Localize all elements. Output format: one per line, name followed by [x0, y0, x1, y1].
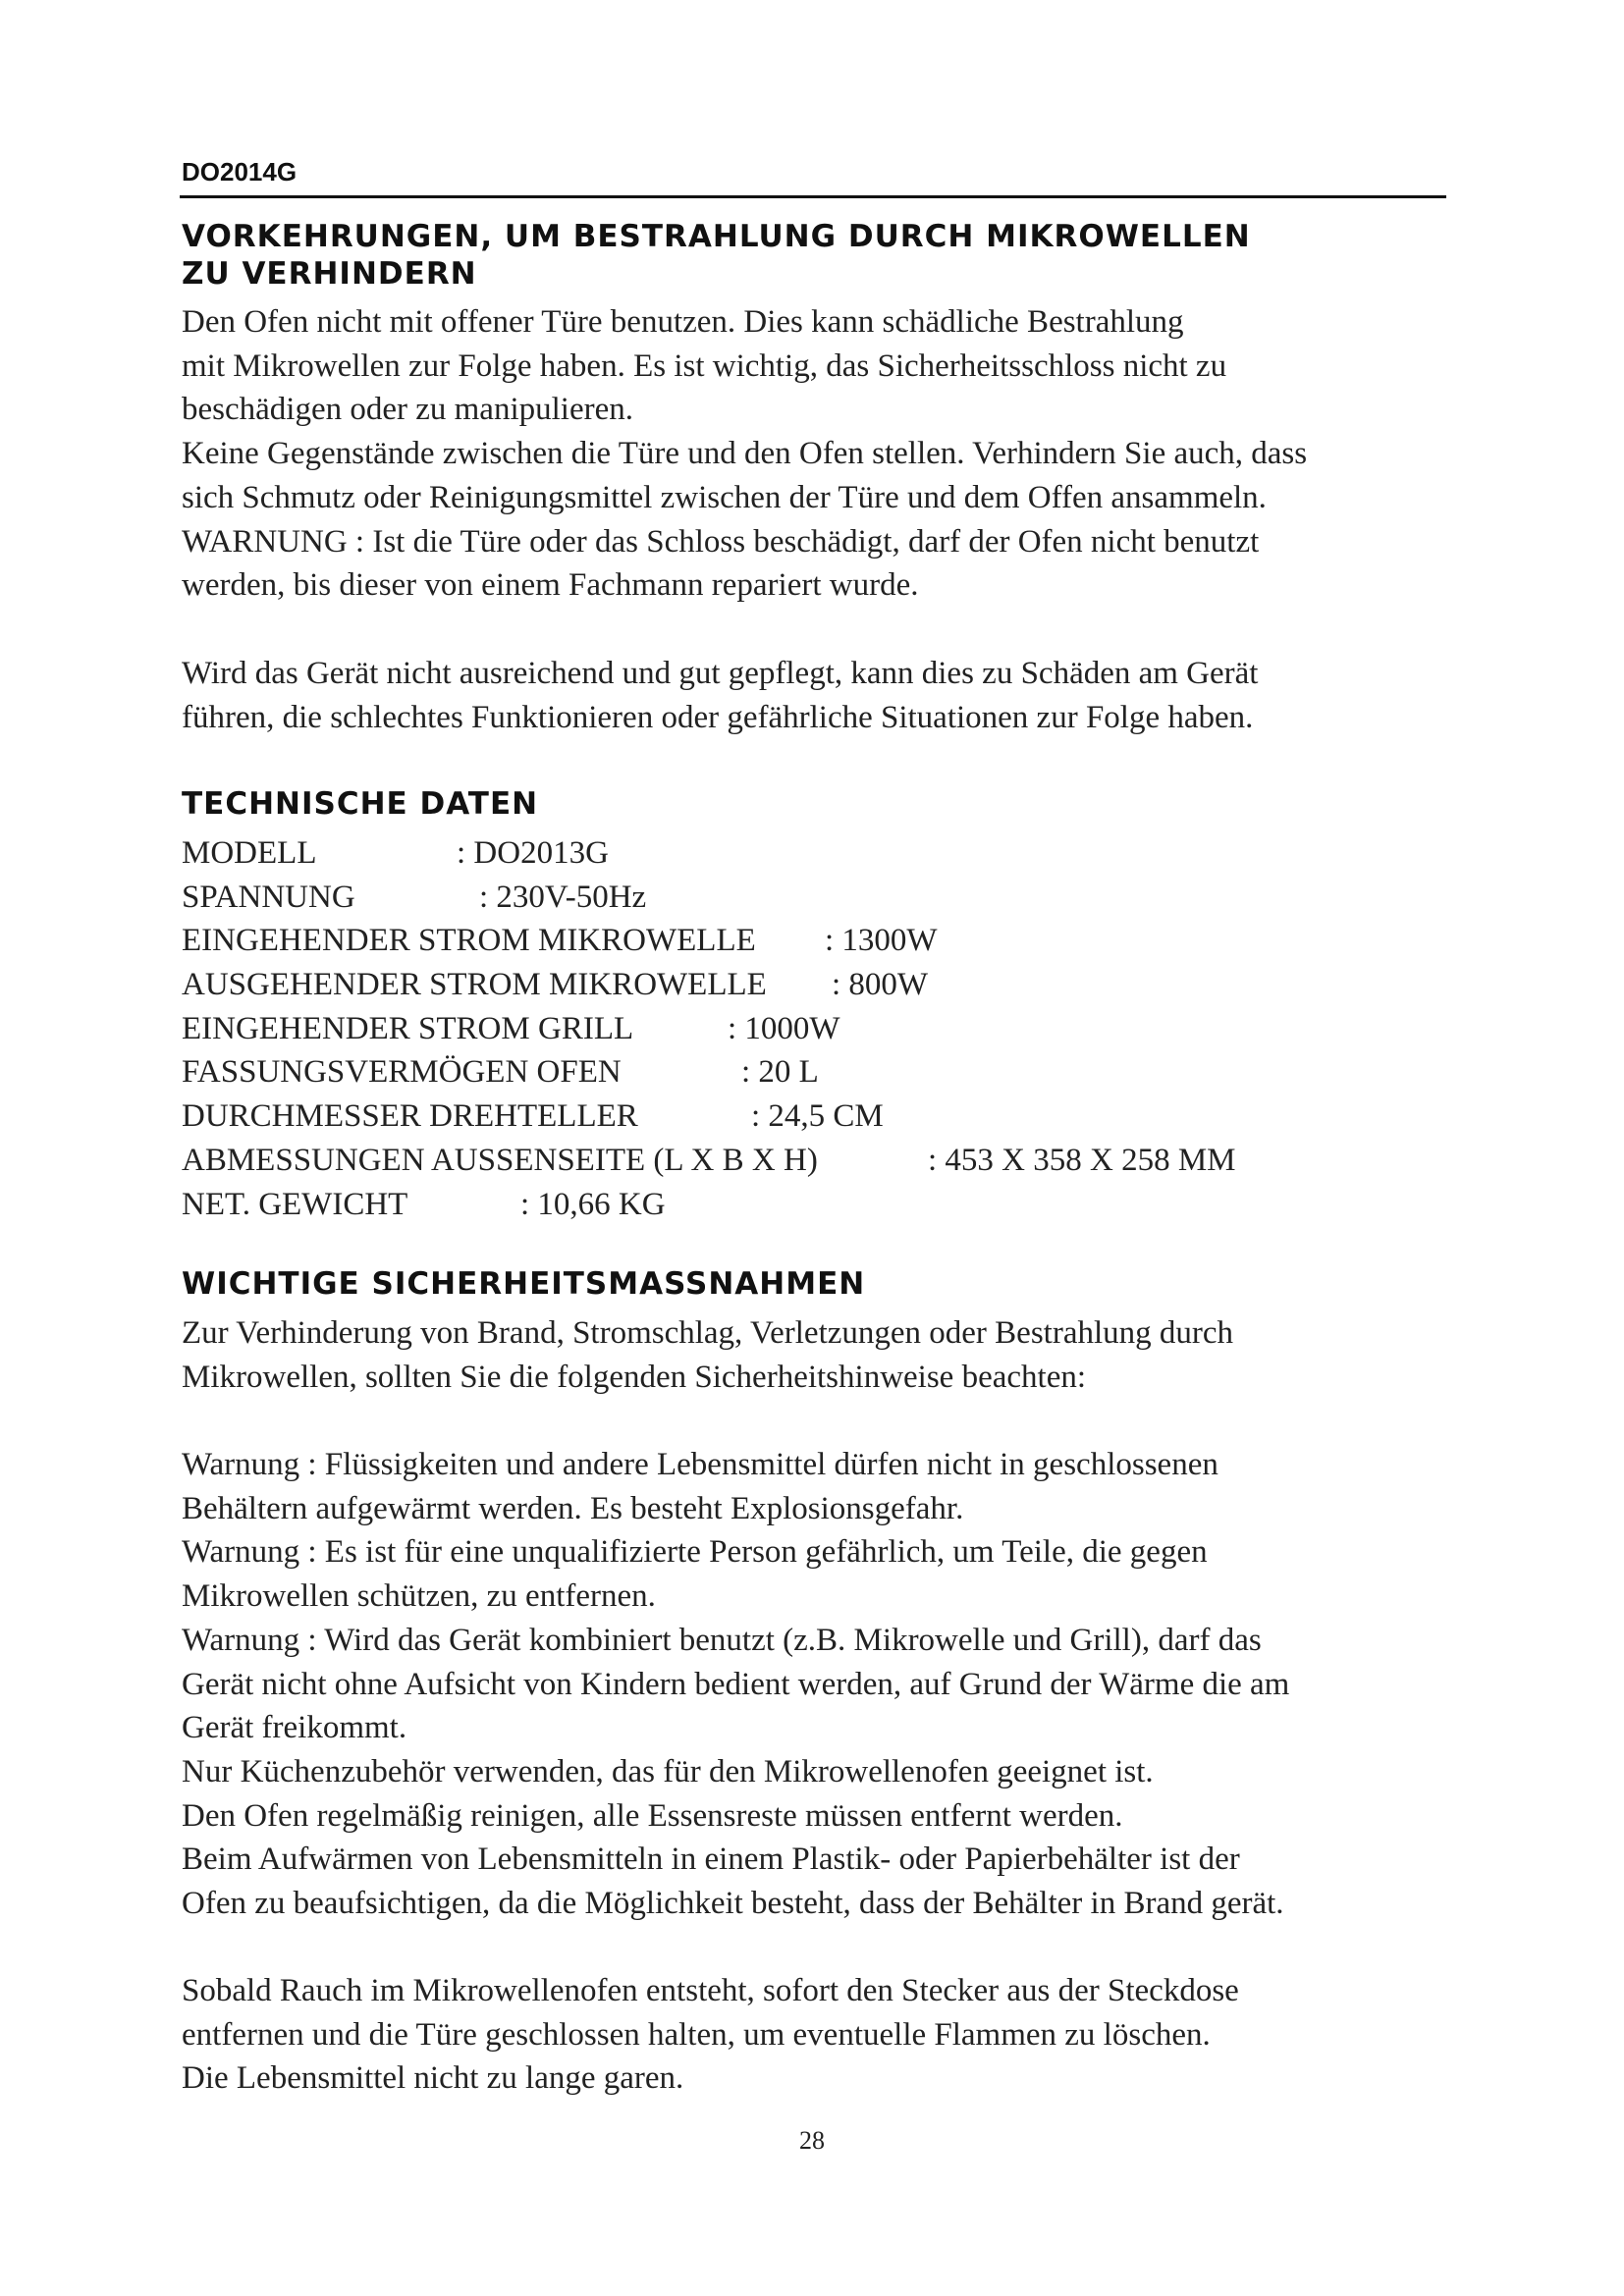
- spec-value: : DO2013G: [457, 835, 609, 871]
- spec-value: : 20 L: [741, 1054, 819, 1091]
- text-line: Warnung : Wird das Gerät kombiniert benutzt (z.B. Mikrowelle und Grill), darf das: [182, 1622, 1262, 1658]
- text-line: Mikrowellen, sollten Sie die folgenden Sicherheitshinweise beachten:: [182, 1359, 1087, 1395]
- safety-intro: [182, 1311, 1458, 1399]
- smoke-paragraph: [182, 1969, 1458, 2101]
- text-line: Den Ofen regelmäßig reinigen, alle Essensreste müssen entfernt werden.: [182, 1797, 1123, 1834]
- text-line: Ofen zu beaufsichtigen, da die Möglichkeit besteht, dass der Behälter in Brand gerät.: [182, 1886, 1284, 1922]
- spec-label: SPANNUNG: [182, 879, 355, 915]
- text-line: werden, bis dieser von einem Fachmann repariert wurde.: [182, 567, 919, 604]
- section-heading-safety: WICHTIGE SICHERHEITSMASSNAHMEN: [182, 1266, 866, 1302]
- spec-value: : 1300W: [825, 923, 938, 959]
- spec-value: : 800W: [832, 967, 929, 1003]
- radiation-paragraph: [182, 300, 1458, 608]
- text-line: Zur Verhinderung von Brand, Stromschlag, Verletzungen oder Bestrahlung durch: [182, 1315, 1234, 1351]
- spec-label: AUSGEHENDER STROM MIKROWELLE: [182, 967, 767, 1003]
- spec-label: FASSUNGSVERMÖGEN OFEN: [182, 1054, 622, 1091]
- text-line: Gerät freikommt.: [182, 1710, 407, 1746]
- text-line: Beim Aufwärmen von Lebensmitteln in einem Plastik- oder Papierbehälter ist der: [182, 1842, 1240, 1878]
- text-line: Behältern aufgewärmt werden. Es besteht Explosionsgefahr.: [182, 1490, 964, 1526]
- text-line: WARNUNG : Ist die Türe oder das Schloss beschädigt, darf der Ofen nicht benutzt: [182, 523, 1260, 560]
- safety-warnings: [182, 1443, 1458, 1926]
- text-line: Sobald Rauch im Mikrowellenofen entsteht, sofort den Stecker aus der Steckdose: [182, 1973, 1239, 2008]
- spec-value: : 24,5 CM: [751, 1098, 884, 1135]
- text-line: Mikrowellen schützen, zu entfernen.: [182, 1578, 656, 1615]
- spec-label: ABMESSUNGEN AUSSENSEITE (L X B X H): [182, 1142, 818, 1178]
- text-line: beschädigen oder zu manipulieren.: [182, 392, 633, 428]
- text-line: Wird das Gerät nicht ausreichend und gut gepflegt, kann dies zu Schäden am Gerät: [182, 656, 1259, 691]
- spec-value: : 453 X 358 X 258 MM: [928, 1142, 1236, 1178]
- section-heading-technical-data: TECHNISCHE DATEN: [182, 786, 539, 822]
- text-line: führen, die schlechtes Funktionieren oder gefährliche Situationen zur Folge haben.: [182, 699, 1254, 735]
- spec-label: EINGEHENDER STROM GRILL: [182, 1010, 634, 1046]
- text-line: Nur Küchenzubehör verwenden, das für den Mikrowellenofen geeignet ist.: [182, 1753, 1154, 1789]
- spec-label: EINGEHENDER STROM MIKROWELLE: [182, 923, 756, 959]
- model-code: DO2014G: [182, 157, 298, 187]
- header-rule: [180, 195, 1446, 198]
- spec-value: : 230V-50Hz: [479, 879, 647, 915]
- text-line: Die Lebensmittel nicht zu lange garen.: [182, 2060, 684, 2097]
- text-line: Warnung : Es ist für eine unqualifizierte Person gefährlich, um Teile, die gegen: [182, 1534, 1208, 1571]
- text-line: Keine Gegenstände zwischen die Türe und den Ofen stellen. Verhindern Sie auch, dass: [182, 436, 1308, 472]
- heading-line-2: ZU VERHINDERN: [182, 256, 477, 292]
- text-line: Warnung : Flüssigkeiten und andere Lebensmittel dürfen nicht in geschlossenen: [182, 1447, 1218, 1482]
- spec-value: : 1000W: [728, 1010, 840, 1046]
- spec-value: : 10,66 KG: [520, 1186, 666, 1222]
- text-line: Den Ofen nicht mit offener Türe benutzen. Dies kann schädliche Bestrahlung: [182, 304, 1184, 340]
- section-heading-radiation: [182, 218, 1251, 293]
- text-line: Gerät nicht ohne Aufsicht von Kindern bedient werden, auf Grund der Wärme die am: [182, 1666, 1290, 1702]
- text-line: mit Mikrowellen zur Folge haben. Es ist wichtig, das Sicherheitsschloss nicht zu: [182, 347, 1227, 384]
- spec-label: DURCHMESSER DREHTELLER: [182, 1098, 638, 1135]
- spec-label: MODELL: [182, 835, 317, 871]
- page-number: 28: [799, 2126, 825, 2155]
- maintenance-paragraph: [182, 652, 1458, 739]
- heading-line-1: VORKEHRUNGEN, UM BESTRAHLUNG DURCH MIKROWELLEN: [182, 219, 1251, 254]
- spec-label: NET. GEWICHT: [182, 1186, 408, 1222]
- text-line: entfernen und die Türe geschlossen halten, um eventuelle Flammen zu löschen.: [182, 2016, 1211, 2053]
- text-line: sich Schmutz oder Reinigungsmittel zwischen der Türe und dem Offen ansammeln.: [182, 479, 1267, 515]
